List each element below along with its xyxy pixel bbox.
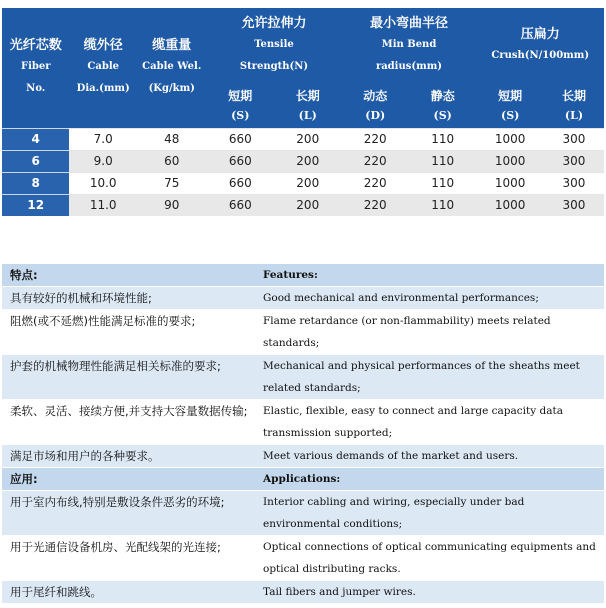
feature-cn: 满足市场和用户的各种要求。: [2, 445, 257, 468]
crush-short-cell: 1000: [476, 128, 543, 150]
table-row: [2, 172, 604, 194]
header-dia-en1: Cable: [87, 60, 119, 72]
header-weight-en2: (Kg/km): [148, 82, 195, 94]
crush-short-cell: 1000: [476, 150, 543, 172]
features-heading-en: Features:: [257, 264, 604, 287]
weight-cell: 60: [137, 150, 207, 172]
list-item: [2, 491, 604, 536]
crush-short-cell: 1000: [476, 194, 543, 216]
feature-cn: 护套的机械物理性能满足相关标准的要求;: [2, 355, 257, 400]
header-dia-cn: 缆外径: [83, 37, 123, 53]
header-fiber-cn: 光纤芯数: [9, 37, 62, 53]
header-fiber: [2, 8, 69, 128]
feature-cn: 阻燃(或不延燃)性能满足标准的要求;: [2, 310, 257, 355]
bend-static-cell: 110: [409, 128, 476, 150]
fiber-count-cell: 8: [2, 172, 69, 194]
header-crush-en: Crush(N/100mm): [491, 50, 590, 61]
subheader-cn: 静态: [430, 88, 455, 103]
bend-dynamic-cell: 220: [342, 150, 409, 172]
dia-cell: 10.0: [69, 172, 136, 194]
tensile-long-cell: 200: [274, 128, 341, 150]
weight-cell: 48: [137, 128, 207, 150]
list-item: [2, 400, 604, 445]
table-row: [2, 194, 604, 216]
application-en: Interior cabling and wiring, especially under bad environmental conditions;: [257, 491, 604, 536]
weight-cell: 75: [137, 172, 207, 194]
tensile-short-cell: 660: [207, 172, 274, 194]
tensile-short-cell: 660: [207, 194, 274, 216]
header-row: [2, 8, 604, 84]
crush-long-cell: 300: [544, 128, 604, 150]
subheader-cell: [476, 84, 543, 128]
feature-cn: 具有较好的机械和环境性能;: [2, 287, 257, 310]
dia-cell: 7.0: [69, 128, 136, 150]
header-tensile: [207, 8, 342, 84]
header-tensile-cn: 允许拉伸力: [241, 16, 307, 31]
bend-dynamic-cell: 220: [342, 194, 409, 216]
subheader-cell: [342, 84, 409, 128]
list-item: [2, 445, 604, 468]
table-row: [2, 150, 604, 172]
application-en: Optical connections of optical communicating equipments and optical distributing racks.: [257, 536, 604, 581]
tensile-long-cell: 200: [274, 194, 341, 216]
header-weight-cn: 缆重量: [152, 37, 192, 53]
applications-heading-cn: 应用:: [2, 468, 257, 491]
features-heading-row: [2, 264, 604, 287]
subheader-en: (S): [501, 108, 520, 122]
subheader-cn: 短期: [228, 88, 253, 103]
bend-static-cell: 110: [409, 194, 476, 216]
list-item: [2, 536, 604, 581]
application-cn: 用于光通信设备机房、光配线架的光连接;: [2, 536, 257, 581]
list-item: [2, 310, 604, 355]
features-applications-table: [2, 264, 604, 604]
header-fiber-en2: No.: [26, 82, 46, 94]
fiber-count-cell: 4: [2, 128, 69, 150]
header-bend-en1: Min Bend: [381, 39, 437, 50]
subheader-en: (S): [433, 108, 452, 122]
application-cn: 用于尾纤和跳线。: [2, 581, 257, 604]
application-en: Tail fibers and jumper wires.: [257, 581, 604, 604]
crush-short-cell: 1000: [476, 172, 543, 194]
header-tensile-en2: Strength(N): [239, 61, 309, 72]
applications-heading-row: [2, 468, 604, 491]
spec-table: [2, 8, 604, 216]
subheader-cell: [409, 84, 476, 128]
header-bend-cn: 最小弯曲半径: [369, 16, 448, 31]
subheader-cn: 动态: [363, 88, 388, 103]
tensile-long-cell: 200: [274, 150, 341, 172]
header-dia: [69, 8, 136, 128]
fiber-count-cell: 6: [2, 150, 69, 172]
subheader-cell: [207, 84, 274, 128]
fiber-count-cell: 12: [2, 194, 69, 216]
tensile-long-cell: 200: [274, 172, 341, 194]
feature-en: Good mechanical and environmental performances;: [257, 287, 604, 310]
bend-static-cell: 110: [409, 172, 476, 194]
applications-heading-en: Applications:: [257, 468, 604, 491]
list-item: [2, 581, 604, 604]
subheader-en: (S): [231, 108, 250, 122]
header-weight-en1: Cable Wel.: [142, 60, 202, 72]
application-cn: 用于室内布线,特别是敷设条件恶劣的环境;: [2, 491, 257, 536]
bend-dynamic-cell: 220: [342, 172, 409, 194]
header-tensile-en1: Tensile: [254, 39, 294, 50]
subheader-en: (L): [564, 108, 584, 122]
crush-long-cell: 300: [544, 194, 604, 216]
weight-cell: 90: [137, 194, 207, 216]
subheader-cell: [274, 84, 341, 128]
list-item: [2, 287, 604, 310]
header-bend-en2: radius(mm): [375, 61, 443, 72]
header-bend: [342, 8, 477, 84]
subheader-en: (L): [298, 108, 317, 122]
subheader-cell: [544, 84, 604, 128]
bend-static-cell: 110: [409, 150, 476, 172]
header-crush-cn: 压扁力: [520, 27, 560, 42]
subheader-cn: 短期: [498, 88, 523, 103]
dia-cell: 9.0: [69, 150, 136, 172]
subheader-cn: 长期: [561, 88, 586, 103]
header-crush: [476, 8, 604, 84]
table-row: [2, 128, 604, 150]
crush-long-cell: 300: [544, 172, 604, 194]
header-weight: [137, 8, 207, 128]
feature-en: Meet various demands of the market and users.: [257, 445, 604, 468]
feature-cn: 柔软、灵活、接续方便,并支持大容量数据传输;: [2, 400, 257, 445]
dia-cell: 11.0: [69, 194, 136, 216]
feature-en: Flame retardance (or non-flammability) meets related standards;: [257, 310, 604, 355]
crush-long-cell: 300: [544, 150, 604, 172]
header-fiber-en1: Fiber: [20, 60, 51, 72]
subheader-cn: 长期: [295, 88, 320, 103]
subheader-en: (D): [365, 108, 386, 122]
list-item: [2, 355, 604, 400]
features-heading-cn: 特点:: [2, 264, 257, 287]
bend-dynamic-cell: 220: [342, 128, 409, 150]
feature-en: Elastic, flexible, easy to connect and large capacity data transmission supported;: [257, 400, 604, 445]
feature-en: Mechanical and physical performances of the sheaths meet related standards;: [257, 355, 604, 400]
header-dia-en2: Dia.(mm): [76, 82, 130, 94]
tensile-short-cell: 660: [207, 150, 274, 172]
tensile-short-cell: 660: [207, 128, 274, 150]
